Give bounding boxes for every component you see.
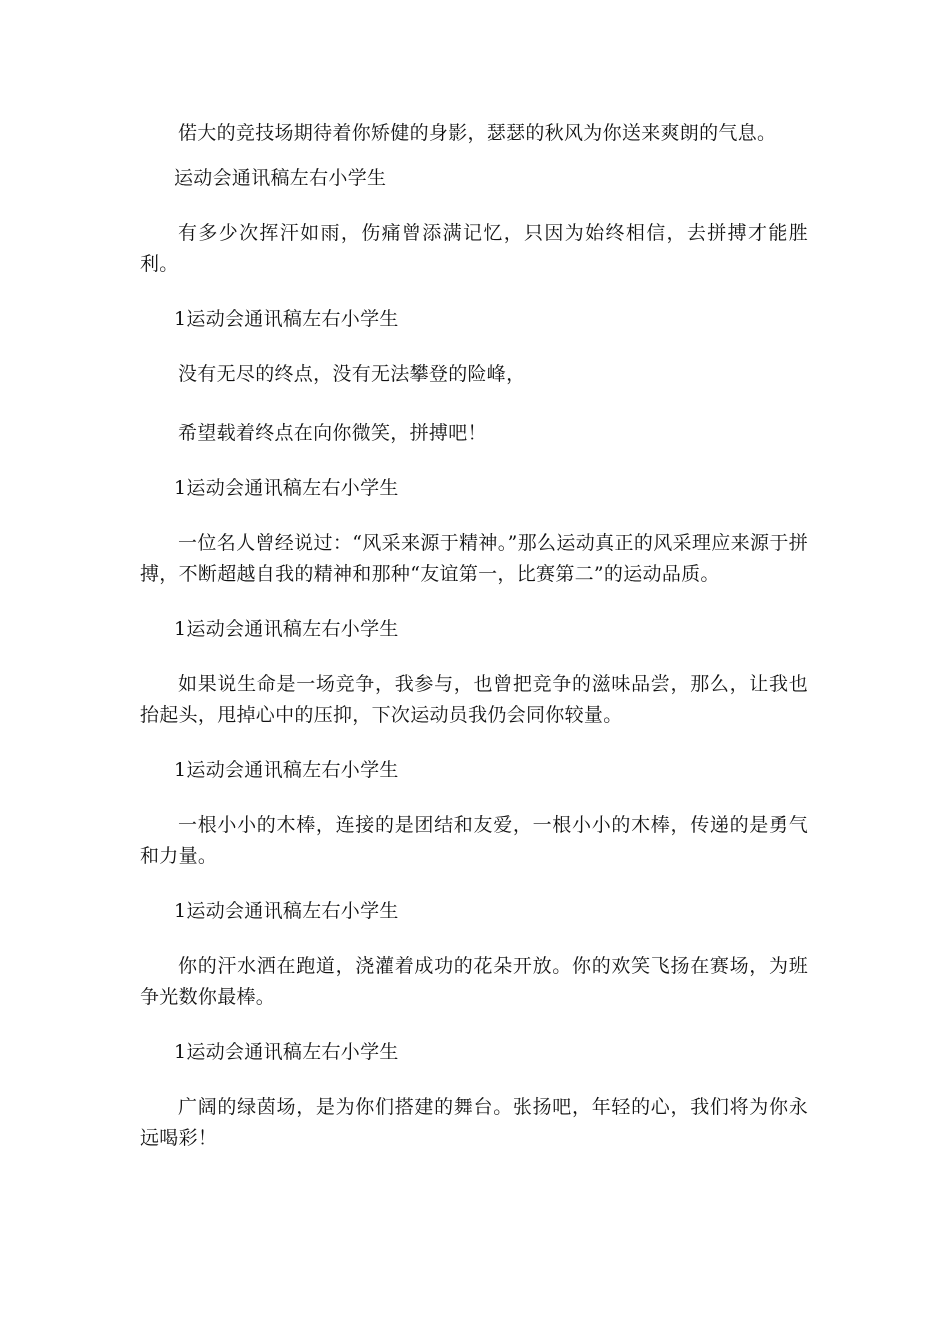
document-body bbox=[140, 118, 808, 1154]
paragraph: 广阔的绿茵场，是为你们搭建的舞台。张扬吧，年轻的心，我们将为你永远喝彩！ bbox=[140, 1096, 808, 1149]
section-heading: 1运动会通讯稿左右小学生 bbox=[174, 477, 399, 499]
section-heading: 1运动会通讯稿左右小学生 bbox=[174, 759, 399, 781]
section-heading: 1运动会通讯稿左右小学生 bbox=[174, 1041, 399, 1063]
paragraph: 偌大的竞技场期待着你矫健的身影，瑟瑟的秋风为你送来爽朗的气息。 bbox=[178, 122, 777, 144]
paragraph: 如果说生命是一场竞争，我参与，也曾把竞争的滋味品尝，那么，让我也抬起头，甩掉心中的压抑，下次运动员我仍会同你较量。 bbox=[140, 673, 808, 726]
paragraph: 希望载着终点在向你微笑，拼搏吧！ bbox=[178, 422, 487, 444]
section-heading: 1运动会通讯稿左右小学生 bbox=[174, 308, 399, 330]
paragraph: 有多少次挥汗如雨，伤痛曾添满记忆，只因为始终相信，去拼搏才能胜利。 bbox=[140, 222, 808, 275]
section-heading: 运动会通讯稿左右小学生 bbox=[174, 167, 387, 189]
section-heading: 1运动会通讯稿左右小学生 bbox=[174, 618, 399, 640]
paragraph: 一根小小的木棒，连接的是团结和友爱，一根小小的木棒，传递的是勇气和力量。 bbox=[140, 814, 808, 867]
paragraph: 没有无尽的终点，没有无法攀登的险峰， bbox=[178, 363, 526, 385]
section-heading: 1运动会通讯稿左右小学生 bbox=[174, 900, 399, 922]
paragraph: 你的汗水洒在跑道，浇灌着成功的花朵开放。你的欢笑飞扬在赛场，为班争光数你最棒。 bbox=[140, 955, 808, 1008]
paragraph: 一位名人曾经说过：“风采来源于精神。”那么运动真正的风采理应来源于拼搏，不断超越自我的精神和那种“友谊第一，比赛第二”的运动品质。 bbox=[140, 532, 808, 585]
